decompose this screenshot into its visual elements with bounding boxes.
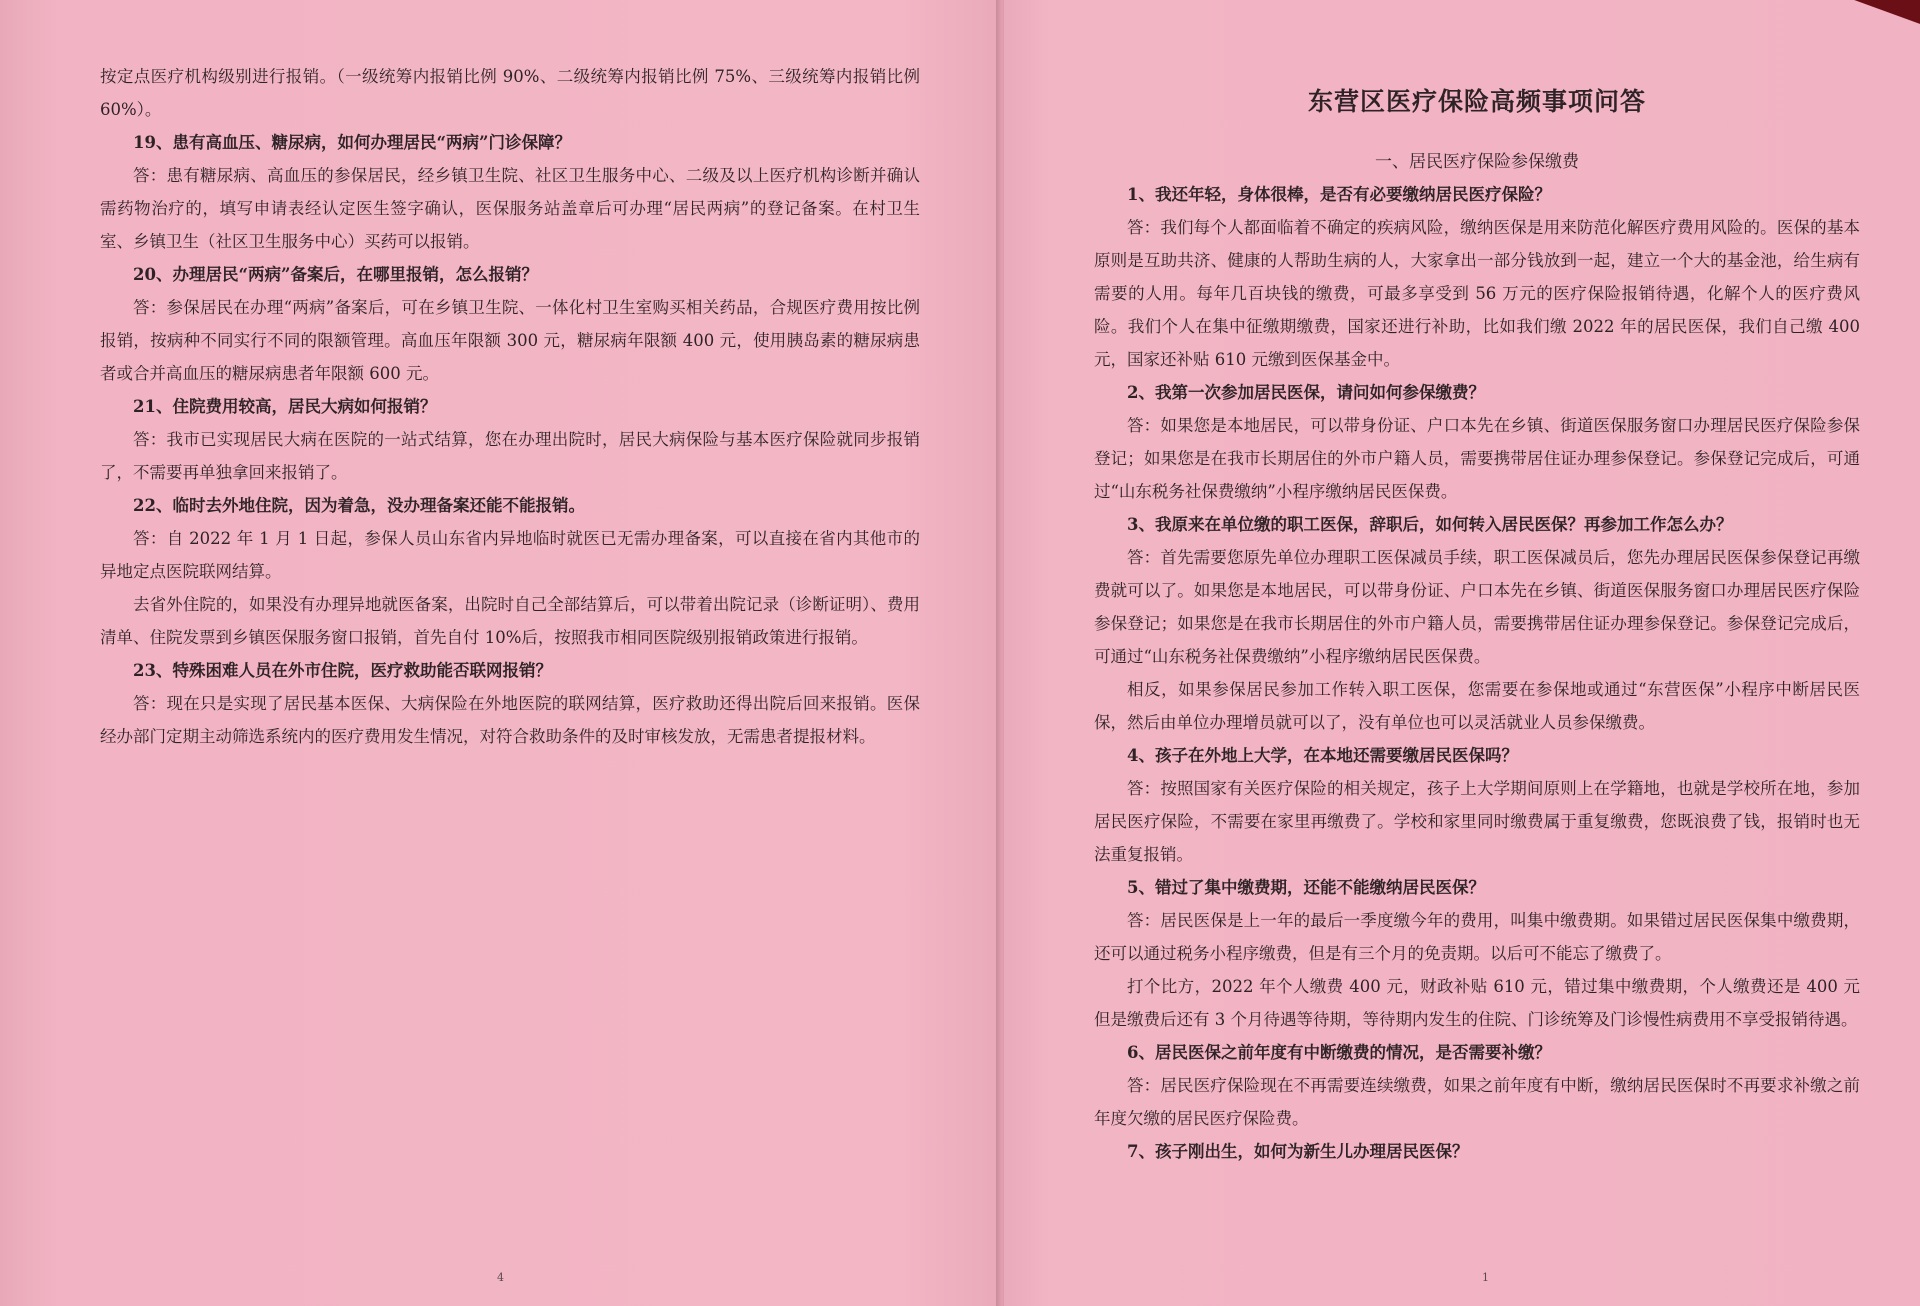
right-page-body [1094,178,1860,1168]
question-heading: 23、特殊困难人员在外市住院，医疗救助能否联网报销？ [133,661,552,680]
section-heading: 一、居民医疗保险参保缴费 [1375,152,1579,172]
paragraph: 答：参保居民在办理“两病”备案后，可在乡镇卫生院、一体化村卫生室购买相关药品，合规医疗费用按比例报销，按病种不同实行不同的限额管理。高血压年限额 300 元，糖尿病年限额 400 元，使用胰岛素的糖尿病患者或合并高血压的糖尿病患者年限额 600 元。 [100,298,920,383]
question-heading: 1、我还年轻，身体很棒，是否有必要缴纳居民医疗保险？ [1127,185,1551,204]
paragraph: 答：居民医疗保险现在不再需要连续缴费，如果之前年度有中断，缴纳居民医保时不再要求补缴之前年度欠缴的居民医疗保险费。 [1094,1076,1860,1128]
paragraph: 去省外住院的，如果没有办理异地就医备案，出院时自己全部结算后，可以带着出院记录（诊断证明）、费用清单、住院发票到乡镇医保服务窗口报销，首先自付 10%后，按照我市相同医院级别报销政策进行报销。 [100,595,920,647]
paragraph: 按定点医疗机构级别进行报销。（一级统筹内报销比例 90%、二级统筹内报销比例 75%、三级统筹内报销比例 60%）。 [100,67,920,119]
page-number-right: 1 [1482,1271,1489,1284]
paragraph: 答：按照国家有关医疗保险的相关规定，孩子上大学期间原则上在学籍地，也就是学校所在地，参加居民医疗保险，不需要在家里再缴费了。学校和家里同时缴费属于重复缴费，您既浪费了钱，报销时也无法重复报销。 [1094,779,1860,864]
page-number-left: 4 [497,1271,504,1284]
paragraph: 答：我们每个人都面临着不确定的疾病风险，缴纳医保是用来防范化解医疗费用风险的。医保的基本原则是互助共济、健康的人帮助生病的人，大家拿出一部分钱放到一起，建立一个大的基金池，给生病有需要的人用。每年几百块钱的缴费，可最多享受到 56 万元的医疗保险报销待遇，化解个人的医疗费风险。我们个人在集中征缴期缴费，国家还进行补助，比如我们缴 2022 年的居民医保，我们自己缴 400 元，国家还补贴 610 元缴到医保基金中。 [1094,218,1860,369]
paragraph: 答：现在只是实现了居民基本医保、大病保险在外地医院的联网结算，医疗救助还得出院后回来报销。医保经办部门定期主动筛选系统内的医疗费用发生情况，对符合救助条件的及时审核发放，无需患者提报材料。 [100,694,920,746]
corner-object [1840,0,1920,30]
paragraph: 答：如果您是本地居民，可以带身份证、户口本先在乡镇、街道医保服务窗口办理居民医疗保险参保登记；如果您是在我市长期居住的外市户籍人员，需要携带居住证办理参保登记。参保登记完成后，可通过“山东税务社保费缴纳”小程序缴纳居民医保费。 [1094,416,1860,501]
question-heading: 21、住院费用较高，居民大病如何报销？ [133,397,437,416]
paragraph: 打个比方，2022 年个人缴费 400 元，财政补贴 610 元，错过集中缴费期，个人缴费还是 400 元但是缴费后还有 3 个月待遇等待期，等待期内发生的住院、门诊统筹及门诊慢性病费用不享受报销待遇。 [1094,977,1860,1029]
question-heading: 19、患有高血压、糖尿病，如何办理居民“两病”门诊保障？ [133,133,571,152]
left-page-body [100,60,920,753]
document-title: 东营区医疗保险高频事项问答 [1307,87,1646,116]
question-heading: 2、我第一次参加居民医保，请问如何参保缴费？ [1127,383,1485,402]
question-heading: 6、居民医保之前年度有中断缴费的情况，是否需要补缴？ [1127,1043,1551,1062]
paragraph: 相反，如果参保居民参加工作转入职工医保，您需要在参保地或通过“东营医保”小程序中断居民医保，然后由单位办理增员就可以了，没有单位也可以灵活就业人员参保缴费。 [1094,680,1860,732]
question-heading: 7、孩子刚出生，如何为新生儿办理居民医保？ [1127,1142,1469,1161]
right-page [1004,0,1920,1306]
paragraph: 答：患有糖尿病、高血压的参保居民，经乡镇卫生院、社区卫生服务中心、二级及以上医疗机构诊断并确认需药物治疗的，填写申请表经认定医生签字确认，医保服务站盖章后可办理“居民两病”的登记备案。在村卫生室、乡镇卫生（社区卫生服务中心）买药可以报销。 [100,166,920,251]
paragraph: 答：我市已实现居民大病在医院的一站式结算，您在办理出院时，居民大病保险与基本医疗保险就同步报销了，不需要再单独拿回来报销了。 [100,430,920,482]
paragraph: 答：首先需要您原先单位办理职工医保减员手续，职工医保减员后，您先办理居民医保参保登记再缴费就可以了。如果您是本地居民，可以带身份证、户口本先在乡镇、街道医保服务窗口办理居民医疗保险参保登记；如果您是在我市长期居住的外市户籍人员，需要携带居住证办理参保登记。参保登记完成后，可通过“山东税务社保费缴纳”小程序缴纳居民医保费。 [1094,548,1860,666]
question-heading: 4、孩子在外地上大学，在本地还需要缴居民医保吗？ [1127,746,1518,765]
paragraph: 答：居民医保是上一年的最后一季度缴今年的费用，叫集中缴费期。如果错过居民医保集中缴费期，还可以通过税务小程序缴费，但是有三个月的免责期。以后可不能忘了缴费了。 [1094,911,1860,963]
question-heading: 3、我原来在单位缴的职工医保，辞职后，如何转入居民医保？再参加工作怎么办？ [1127,515,1733,534]
question-heading: 20、办理居民“两病”备案后，在哪里报销，怎么报销？ [133,265,538,284]
paragraph: 答：自 2022 年 1 月 1 日起，参保人员山东省内异地临时就医已无需办理备案，可以直接在省内其他市的异地定点医院联网结算。 [100,529,920,581]
question-heading: 5、错过了集中缴费期，还能不能缴纳居民医保？ [1127,878,1485,897]
question-heading: 22、临时去外地住院，因为着急，没办理备案还能不能报销。 [133,496,585,515]
